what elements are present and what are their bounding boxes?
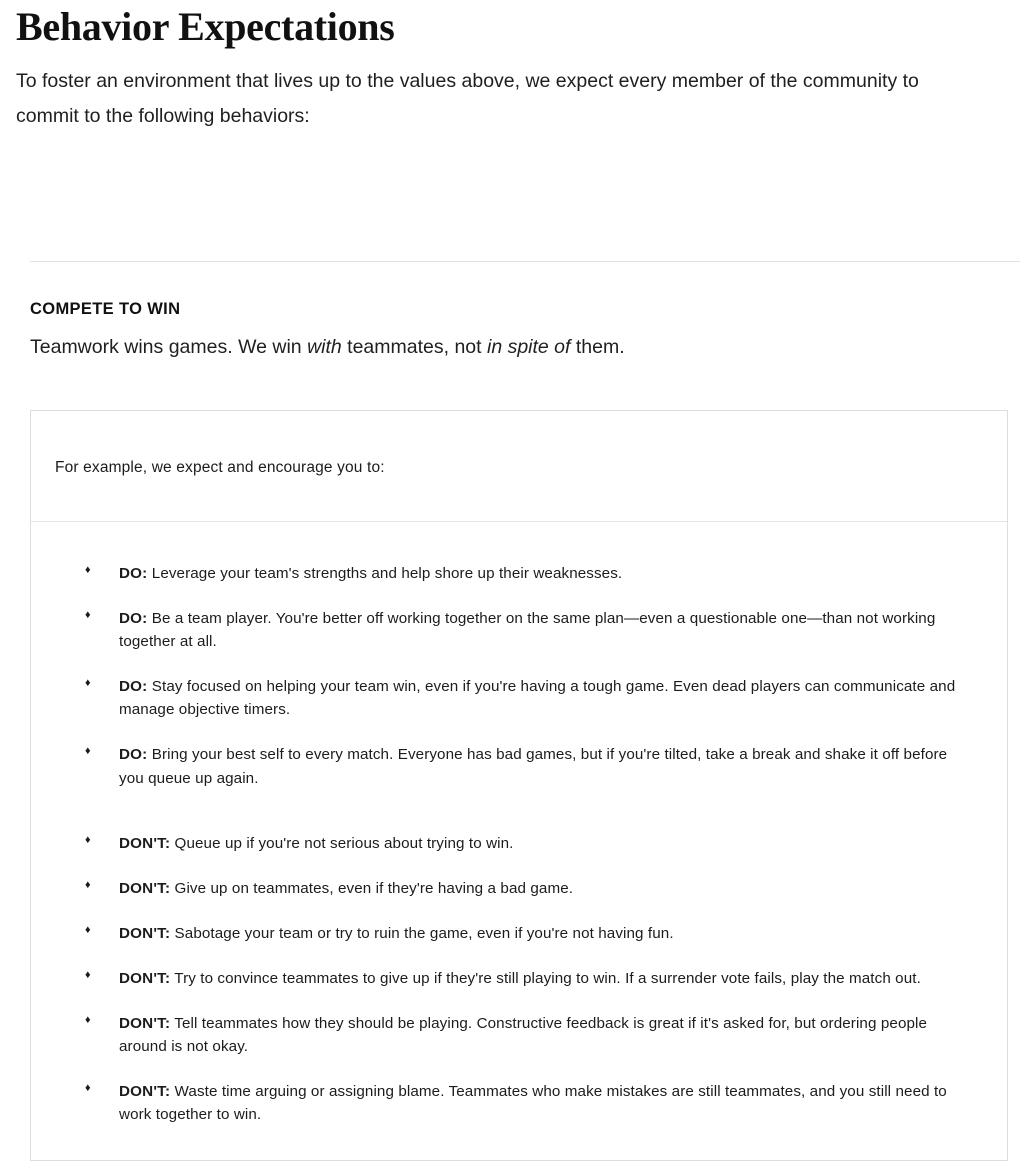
card-body: [31, 522, 1007, 1160]
dont-text: Give up on teammates, even if they're having a bad game.: [170, 879, 574, 897]
dont-label: DON'T:: [119, 879, 171, 897]
card-header-text: For example, we expect and encourage you to:: [55, 459, 385, 476]
dont-text: Waste time arguing or assigning blame. Teammates who make mistakes are still teammates, and you still need to work together to win.: [119, 1083, 947, 1124]
diamond-bullet-icon: ♦: [85, 923, 91, 936]
diamond-bullet-icon: ♦: [85, 677, 91, 690]
dont-text: Sabotage your team or try to ruin the game, even if you're not having fun.: [170, 924, 674, 942]
dont-label: DON'T:: [119, 969, 171, 987]
section-lede-emphasis-in-spite-of: in spite of: [486, 336, 571, 358]
diamond-bullet-icon: ♦: [85, 1014, 91, 1027]
diamond-bullet-icon: ♦: [85, 878, 91, 891]
diamond-bullet-icon: ♦: [85, 745, 91, 758]
dont-label: DON'T:: [119, 924, 171, 942]
section-lede-part2: teammates, not: [341, 336, 487, 358]
list-item: [57, 675, 981, 721]
compete-to-win-section: [30, 300, 1008, 362]
list-item: [57, 1080, 981, 1126]
page-title: Behavior Expectations: [16, 4, 395, 49]
section-lede-part1: Teamwork wins games. We win: [30, 336, 308, 358]
dont-label: DON'T:: [119, 1083, 171, 1101]
do-label: DO:: [119, 678, 148, 696]
list-item: [57, 743, 981, 789]
intro-paragraph: To foster an environment that lives up to the values above, we expect every member of the community to commit to the following behaviors:: [16, 70, 919, 127]
do-text: Be a team player. You're better off working together on the same plan—even a questionable one—than not working together at all.: [119, 610, 936, 651]
section-lede-part3: them.: [570, 336, 625, 358]
diamond-bullet-icon: ♦: [85, 1082, 91, 1095]
diamond-bullet-icon: ♦: [85, 609, 91, 622]
document-page: [0, 4, 1020, 1124]
do-list: [57, 562, 981, 790]
list-item: [57, 832, 981, 855]
diamond-bullet-icon: ♦: [85, 968, 91, 981]
dont-text: Tell teammates how they should be playing. Constructive feedback is great if it's asked for, but ordering people around is not okay.: [119, 1015, 928, 1056]
section-divider: [30, 261, 1020, 262]
do-text: Bring your best self to every match. Everyone has bad games, but if you're tilted, take a break and shake it off before you queue up again.: [119, 746, 948, 787]
do-label: DO:: [119, 610, 148, 628]
dont-label: DON'T:: [119, 834, 171, 852]
section-lede: [30, 333, 1008, 362]
diamond-bullet-icon: ♦: [85, 564, 91, 576]
list-item: [57, 562, 981, 585]
do-text: Leverage your team's strengths and help shore up their weaknesses.: [147, 565, 623, 582]
section-lede-emphasis-with: with: [307, 336, 342, 358]
list-item: [57, 967, 981, 990]
do-label: DO:: [119, 746, 148, 764]
dont-list: [57, 832, 981, 1127]
section-kicker: COMPETE TO WIN: [30, 300, 181, 318]
do-text: Stay focused on helping your team win, even if you're having a tough game. Even dead players can communicate and manage objective timers.: [119, 678, 956, 719]
list-item: [57, 922, 981, 945]
diamond-bullet-icon: ♦: [85, 833, 91, 846]
dont-text: Try to convince teammates to give up if they're still playing to win. If a surrender vote fails, play the match out.: [170, 969, 921, 987]
list-item: [57, 877, 981, 900]
do-label: DO:: [119, 565, 148, 582]
card-header: [31, 411, 1007, 522]
list-item: [57, 607, 981, 653]
expectations-card: [30, 410, 1008, 1161]
dont-text: Queue up if you're not serious about trying to win.: [170, 834, 514, 852]
dont-label: DON'T:: [119, 1015, 171, 1033]
list-item: [57, 1012, 981, 1058]
